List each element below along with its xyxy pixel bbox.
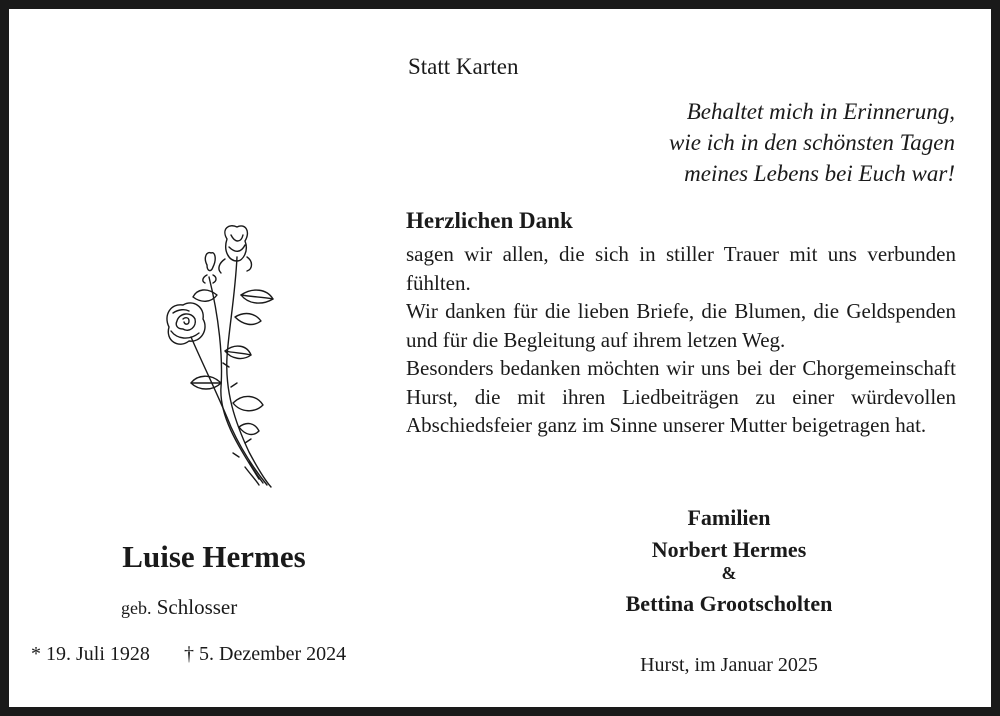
thanks-heading: Herzlichen Dank — [406, 208, 573, 233]
nee-prefix: geb. — [121, 598, 152, 618]
thanks-body — [406, 240, 956, 440]
maiden-name: Schlosser — [156, 595, 238, 619]
thanks-paragraph: Wir danken für die lieben Briefe, die Blumen, die Geldspenden und für die Begleitung auf ihrem letzen Weg. — [406, 299, 956, 352]
thanks-paragraph: Besonders bedanken möchten wir uns bei der Chorgemeinschaft Hurst, die mit ihren Liedbeiträgen zu einer würdevollen Abschiedsfeier ganz im Sinne unserer Mutter beigetragen hat. — [406, 356, 956, 437]
memorial-quote — [535, 96, 955, 189]
header-statt-karten: Statt Karten — [408, 54, 519, 79]
signatories — [559, 502, 899, 620]
ampersand: & — [721, 563, 737, 583]
quote-line: wie ich in den schönsten Tagen — [669, 130, 955, 155]
birth-date: * 19. Juli 1928 — [31, 643, 150, 665]
thanks-paragraph: sagen wir allen, die sich in stiller Trauer mit uns verbunden fühlten. — [406, 242, 956, 295]
rose-drawing-icon — [149, 217, 279, 492]
families-label: Familien — [687, 505, 771, 530]
family-name: Bettina Grootscholten — [625, 591, 833, 616]
deceased-name: Luise Hermes — [122, 539, 306, 574]
maiden-name-line — [121, 595, 237, 620]
family-name: Norbert Hermes — [651, 537, 807, 562]
quote-line: meines Lebens bei Euch war! — [684, 161, 955, 186]
place-and-date: Hurst, im Januar 2025 — [640, 654, 818, 676]
death-date: † 5. Dezember 2024 — [184, 643, 347, 665]
quote-line: Behaltet mich in Erinnerung, — [686, 99, 955, 124]
